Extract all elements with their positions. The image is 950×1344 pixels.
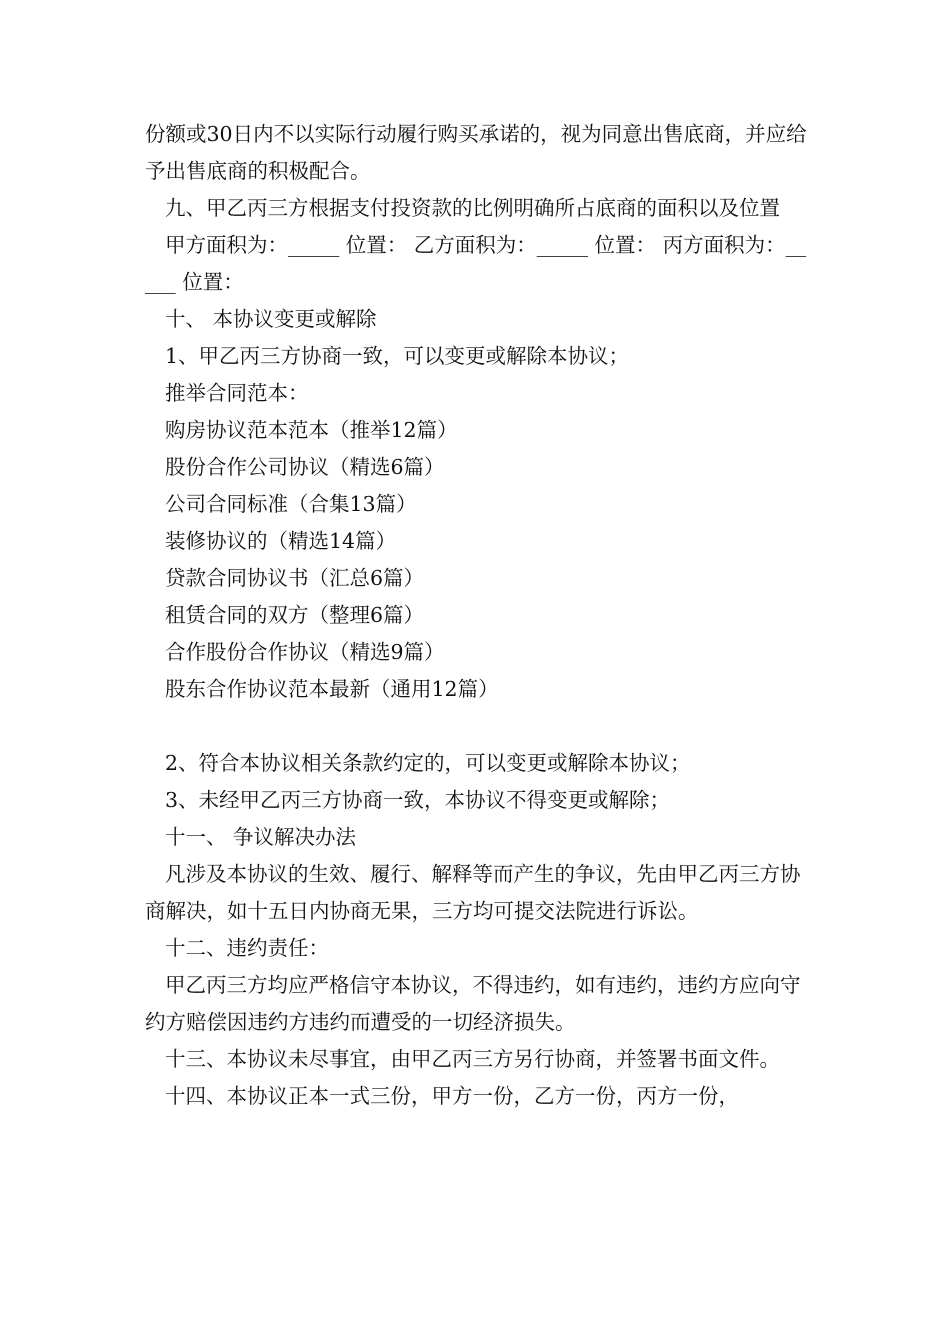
paragraph: 3、未经甲乙丙三方协商一致，本协议不得变更或解除； [165, 788, 671, 812]
template-list-item: 公司合同标准（合集13篇） [165, 492, 417, 516]
paragraph: 2、符合本协议相关条款约定的，可以变更或解除本协议； [165, 751, 691, 775]
paragraph: 1、甲乙丙三方协商一致，可以变更或解除本协议； [165, 344, 630, 368]
clause-14: 十四、本协议正本一式三份，甲方一份，乙方一份，丙方一份， [165, 1084, 739, 1108]
paragraph: 份额或30日内不以实际行动履行购买承诺的，视为同意出售底商，并应给予出售底商的积极配合。 [145, 122, 807, 183]
paragraph: 甲乙丙三方均应严格信守本协议，不得违约，如有违约，违约方应向守约方赔偿因违约方违约而遭受的一切经济损失。 [145, 973, 801, 1034]
paragraph: 凡涉及本协议的生效、履行、解释等而产生的争议，先由甲乙丙三方协商解决，如十五日内协商无果，三方均可提交法院进行诉讼。 [145, 862, 801, 923]
template-list-item: 合作股份合作协议（精选9篇） [165, 640, 445, 664]
clause-9-heading: 九、甲乙丙三方根据支付投资款的比例明确所占底商的面积以及位置 [165, 196, 780, 220]
clause-12-heading: 十二、违约责任： [165, 936, 329, 960]
clause-13: 十三、本协议未尽事宜，由甲乙丙三方另行协商，并签署书面文件。 [165, 1047, 780, 1071]
template-list-item: 购房协议范本范本（推举12篇） [165, 418, 458, 442]
blank-line [145, 708, 810, 745]
template-list-item: 装修协议的（精选14篇） [165, 529, 397, 553]
area-position-line: 甲方面积为：_____ 位置： 乙方面积为：_____ 位置： 丙方面积为：_____ 位置： [145, 233, 807, 294]
template-list-item: 股东合作协议范本最新（通用12篇） [165, 677, 499, 701]
recommended-templates-heading: 推举合同范本： [165, 381, 309, 405]
clause-10-heading: 十、 本协议变更或解除 [165, 307, 377, 331]
document-body [145, 116, 810, 1115]
template-list-item: 股份合作公司协议（精选6篇） [165, 455, 445, 479]
template-list-item: 贷款合同协议书（汇总6篇） [165, 566, 425, 590]
template-list-item: 租赁合同的双方（整理6篇） [165, 603, 425, 627]
clause-11-heading: 十一、 争议解决办法 [165, 825, 357, 849]
